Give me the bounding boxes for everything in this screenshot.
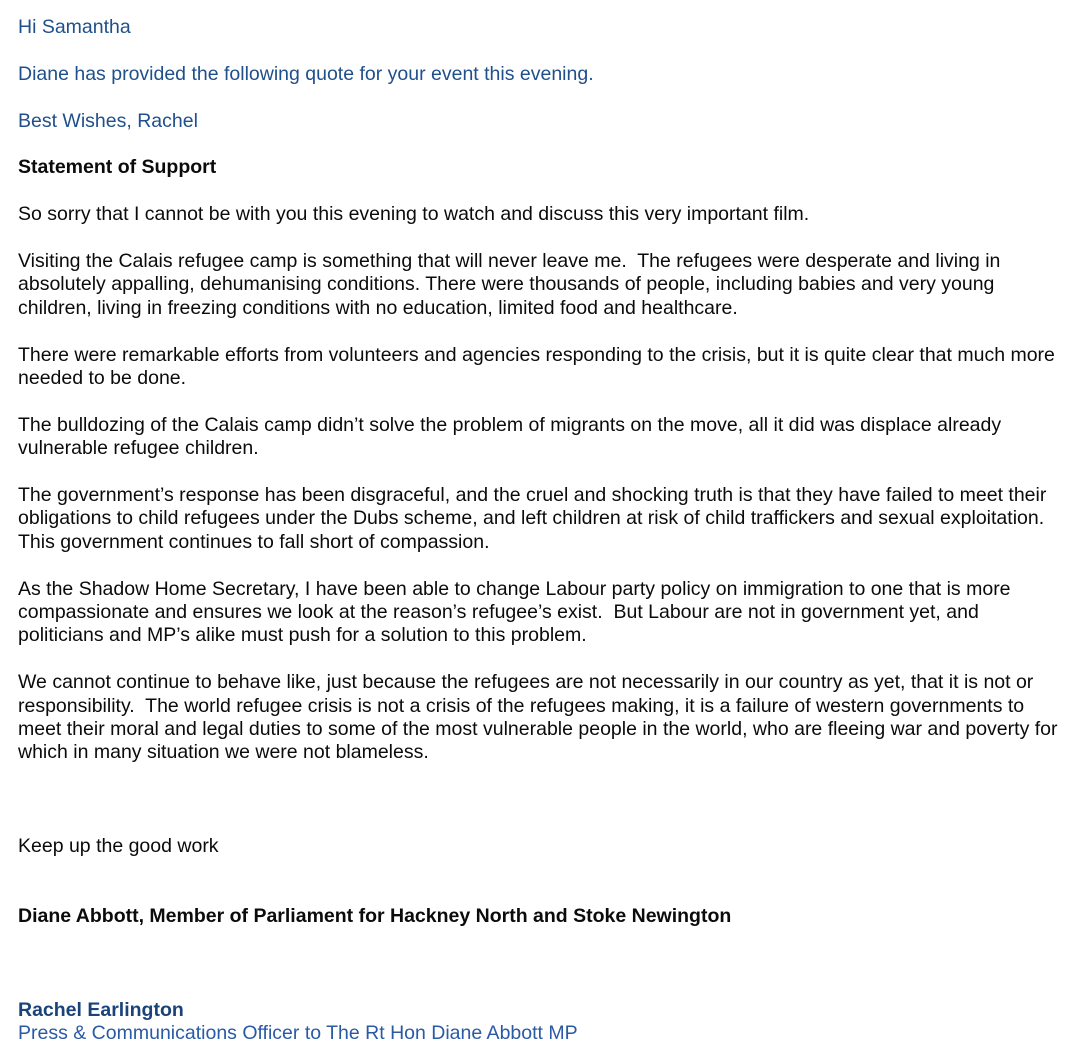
paragraph-calais-visit: Visiting the Calais refugee camp is something that will never leave me. The refugees were desperate and living in absolutely appalling, dehumanising conditions. There were thousands of people, including babies and very young children, living in freezing conditions with no education, limited food and healthcare.: [18, 249, 1006, 319]
closing-signature: Diane Abbott, Member of Parliament for Hackney North and Stoke Newington: [18, 905, 732, 928]
closing-paragraph: [18, 788, 1066, 975]
greeting-line: Hi Samantha: [18, 16, 131, 38]
sender-name: Rachel Earlington: [18, 998, 184, 1021]
paragraph-shadow-home-secretary: As the Shadow Home Secretary, I have been able to change Labour party policy on immigration to one that is more compassionate and ensures we look at the reason’s refugee’s exist. But Labour are not in government yet, and politicians and MP’s alike must push for a solution to this problem.: [18, 577, 1016, 647]
paragraph-volunteer-efforts: There were remarkable efforts from volunteers and agencies responding to the crisis, but it is quite clear that much more needed to be done.: [18, 343, 1061, 389]
paragraph-world-refugee-crisis: We cannot continue to behave like, just because the refugees are not necessarily in our country as yet, that it is not or responsibility. The world refugee crisis is not a crisis of the refugees making, it is a failure of western governments to meet their moral and legal duties to some of the most vulnerable people in the world, who are fleeing war and poverty for which in many situation we were not blameless.: [18, 671, 1063, 764]
signature-block: [18, 999, 1066, 1046]
signoff-line: Best Wishes, Rachel: [18, 109, 198, 132]
paragraph-bulldozing: The bulldozing of the Calais camp didn’t solve the problem of migrants on the move, all it did was displace already vulnerable refugee children.: [18, 413, 1007, 460]
closing-line: Keep up the good work: [18, 835, 219, 858]
statement-title: Statement of Support: [18, 156, 217, 179]
sender-title: Press & Communications Officer to The Rt Hon Diane Abbott MP: [18, 1022, 578, 1045]
email-message: [18, 16, 1066, 1046]
paragraph-government-response: The government’s response has been disgraceful, and the cruel and shocking truth is that they have failed to meet their obligations to child refugees under the Dubs scheme, and left children at risk of child traffickers and sexual exploitation. This government continues to fall short of compassion.: [18, 484, 1052, 553]
intro-line: Diane has provided the following quote for your event this evening.: [18, 62, 594, 85]
paragraph-apology: So sorry that I cannot be with you this evening to watch and discuss this very important film.: [18, 203, 810, 226]
